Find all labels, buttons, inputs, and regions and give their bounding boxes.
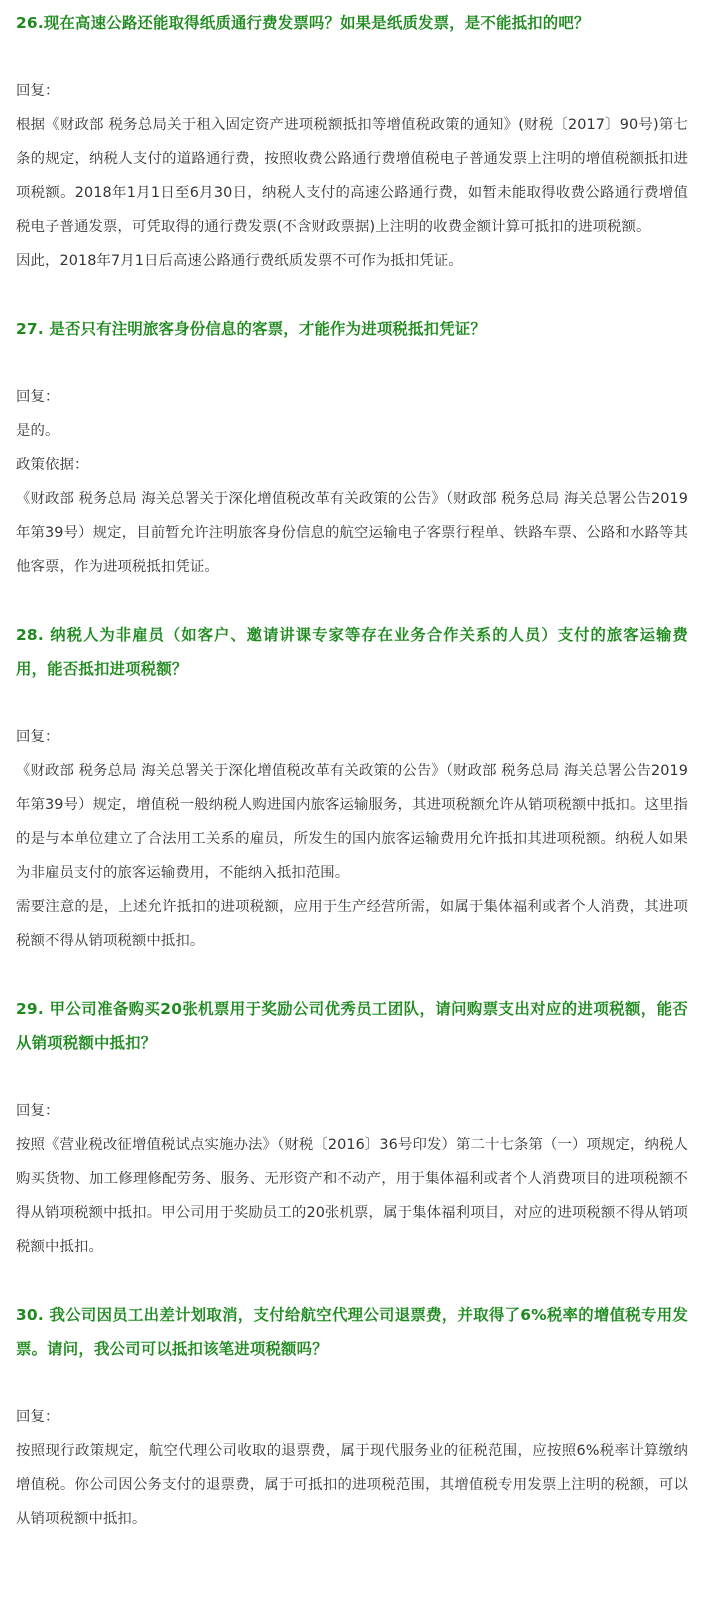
question-27: 27. 是否只有注明旅客身份信息的客票，才能作为进项税抵扣凭证？ [16, 320, 486, 338]
answer-paragraph: 根据《财政部 税务总局关于租入固定资产进项税额抵扣等增值税政策的通知》(财税〔2017〕90号)第七条的规定，纳税人支付的道路通行费，按照收费公路通行费增值税电子普通发票上注明的增值税额抵扣进项税额。2018年1月1日至6月30日，纳税人支付的高速公路通行费，如暂未能取得收费公路通行费增值税电子普通发票，可凭取得的通行费发票(不含财政票据)上注明的收费金额计算可抵扣的进项税额。 [16, 117, 688, 235]
spacer [16, 278, 688, 312]
spacer [16, 40, 688, 74]
policy-basis-label: 政策依据： [16, 457, 89, 473]
qa-item-27 [16, 312, 688, 618]
spacer [16, 584, 688, 618]
qa-item-30 [16, 1298, 688, 1536]
question-29: 29. 甲公司准备购买20张机票用于奖励公司优秀员工团队，请问购票支出对应的进项税额，能否从销项税额中抵扣？ [16, 1000, 688, 1052]
answer-short: 是的。 [16, 423, 60, 439]
spacer [16, 686, 688, 720]
qa-item-29 [16, 992, 688, 1298]
answer-paragraph: 按照《营业税改征增值税试点实施办法》（财税〔2016〕36号印发）第二十七条第（一）项规定，纳税人购买货物、加工修理修配劳务、服务、无形资产和不动产，用于集体福利或者个人消费项目的进项税额不得从销项税额中抵扣。甲公司用于奖励员工的20张机票，属于集体福利项目，对应的进项税额不得从销项税额中抵扣。 [16, 1137, 688, 1255]
spacer [16, 1060, 688, 1094]
faq-article [0, 6, 704, 1609]
reply-label: 回复： [16, 1103, 60, 1119]
spacer [16, 958, 688, 992]
reply-label: 回复： [16, 83, 60, 99]
qa-item-28 [16, 618, 688, 992]
answer-paragraph: 《财政部 税务总局 海关总署关于深化增值税改革有关政策的公告》（财政部 税务总局 海关总署公告2019年第39号）规定，增值税一般纳税人购进国内旅客运输服务，其进项税额允许从销项税额中抵扣。这里指的是与本单位建立了合法用工关系的雇员，所发生的国内旅客运输费用允许抵扣其进项税额。纳税人如果为非雇员支付的旅客运输费用，不能纳入抵扣范围。 [16, 763, 688, 881]
answer-note: 需要注意的是，上述允许抵扣的进项税额，应用于生产经营所需，如属于集体福利或者个人消费，其进项税额不得从销项税额中抵扣。 [16, 899, 688, 949]
reply-label: 回复： [16, 729, 60, 745]
reply-label: 回复： [16, 389, 60, 405]
question-30: 30. 我公司因员工出差计划取消，支付给航空代理公司退票费，并取得了6%税率的增值税专用发票。请问，我公司可以抵扣该笔进项税额吗？ [16, 1306, 688, 1358]
spacer [16, 1264, 688, 1298]
answer-conclusion: 因此，2018年7月1日后高速公路通行费纸质发票不可作为抵扣凭证。 [16, 253, 463, 269]
spacer [16, 346, 688, 380]
answer-paragraph: 按照现行政策规定，航空代理公司收取的退票费，属于现代服务业的征税范围，应按照6%税率计算缴纳增值税。你公司因公务支付的退票费，属于可抵扣的进项税范围，其增值税专用发票上注明的税额，可以从销项税额中抵扣。 [16, 1443, 688, 1527]
answer-paragraph: 《财政部 税务总局 海关总署关于深化增值税改革有关政策的公告》（财政部 税务总局 海关总署公告2019年第39号）规定，目前暂允许注明旅客身份信息的航空运输电子客票行程单、铁路车票、公路和水路等其他客票，作为进项税抵扣凭证。 [16, 491, 688, 575]
qa-item-26 [16, 6, 688, 312]
question-26: 26.现在高速公路还能取得纸质通行费发票吗？如果是纸质发票，是不能抵扣的吧？ [16, 14, 590, 32]
spacer [16, 1366, 688, 1400]
reply-label: 回复： [16, 1409, 60, 1425]
question-28: 28. 纳税人为非雇员（如客户、邀请讲课专家等存在业务合作关系的人员）支付的旅客运输费用，能否抵扣进项税额？ [16, 626, 688, 678]
